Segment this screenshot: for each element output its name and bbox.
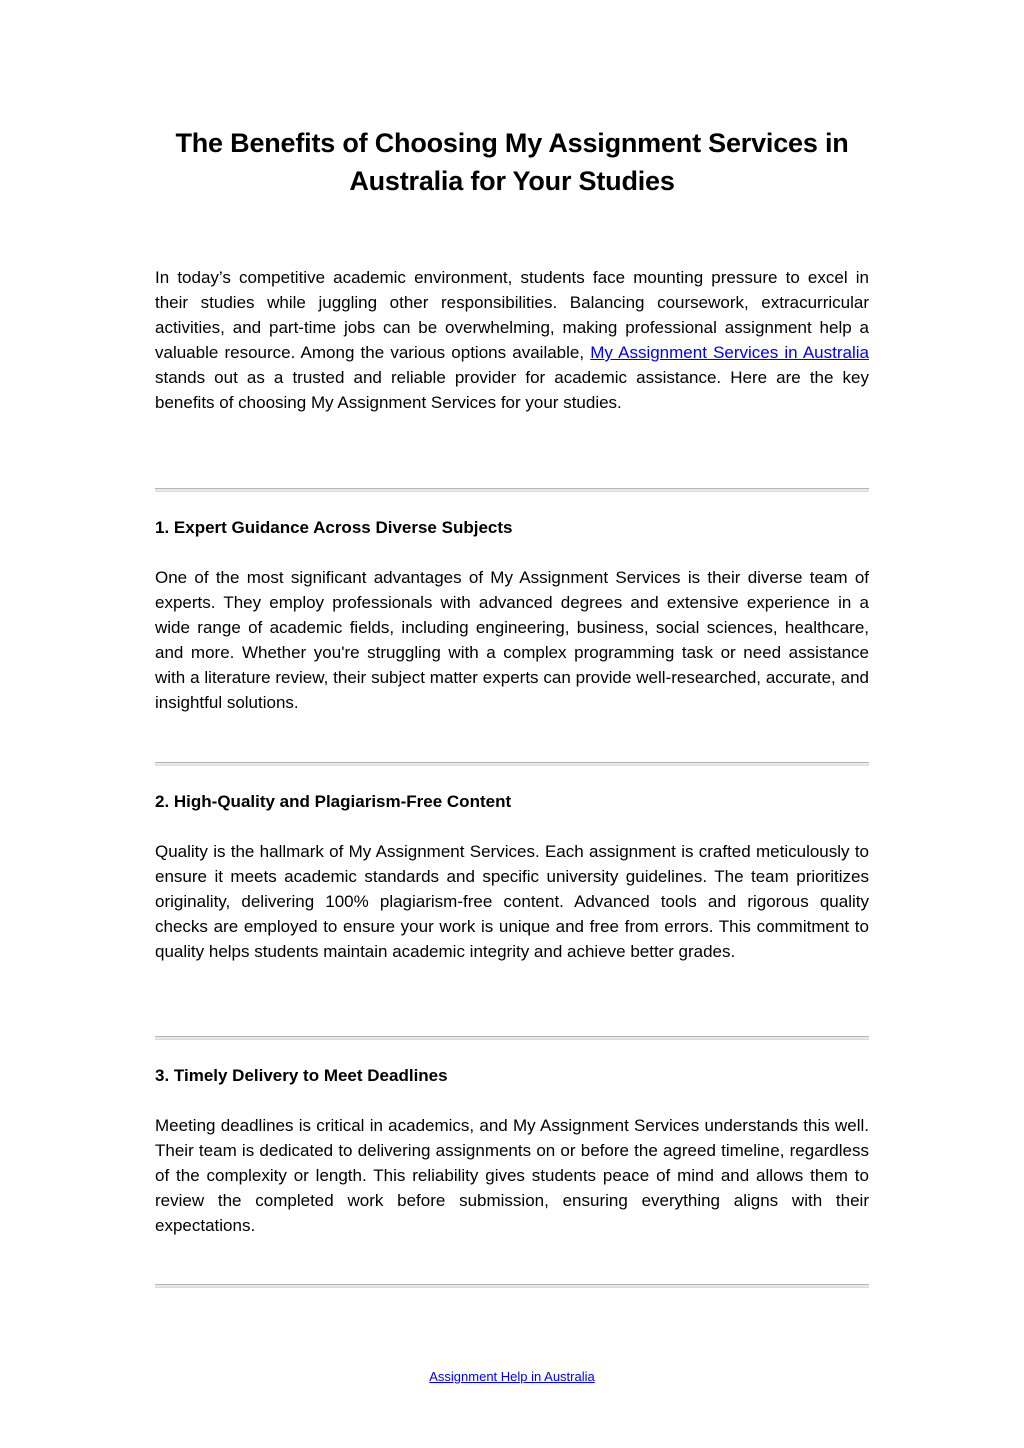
section-divider	[155, 488, 869, 492]
document-title: The Benefits of Choosing My Assignment Services in Australia for Your Studies	[175, 128, 849, 196]
section-divider	[155, 762, 869, 766]
section-body-quality-content: Quality is the hallmark of My Assignment Services. Each assignment is crafted meticulously to ensure it meets academic standards and specific university guidelines. The team prioritizes originality, delivering 100% plagiarism-free content. Advanced tools and rigorous quality checks are employed to ensure your work is unique and free from errors. This commitment to quality helps students maintain academic integrity and achieve better grades.	[155, 842, 869, 961]
intro-text-before-link: In today’s competitive academic environment, students face mounting pressure to excel in their studies while juggling other responsibilities. Balancing coursework, extracurricular activities, and part-time jobs can be overwhelming, making professional assignment help a valuable resource. Among the various options available,	[155, 268, 869, 362]
section-heading-timely-delivery: 3. Timely Delivery to Meet Deadlines	[155, 1066, 448, 1085]
intro-text-after-link: stands out as a trusted and reliable provider for academic assistance. Here are the key benefits of choosing My Assignment Services for your studies.	[155, 368, 869, 412]
section-divider	[155, 1036, 869, 1040]
footer	[0, 1368, 1024, 1386]
footer-assignment-help-link[interactable]: Assignment Help in Australia	[429, 1369, 595, 1384]
section-body-expert-guidance: One of the most significant advantages of My Assignment Services is their diverse team of experts. They employ professionals with advanced degrees and extensive experience in a wide range of academic fields, including engineering, business, social sciences, healthcare, and more. Whether you're struggling with a complex programming task or need assistance with a literature review, their subject matter experts can provide well-researched, accurate, and insightful solutions.	[155, 568, 869, 712]
section-heading-expert-guidance: 1. Expert Guidance Across Diverse Subjects	[155, 518, 513, 537]
my-assignment-services-link[interactable]: My Assignment Services in Australia	[590, 343, 869, 362]
section-divider	[155, 1284, 869, 1288]
section-body-timely-delivery: Meeting deadlines is critical in academics, and My Assignment Services understands this well. Their team is dedicated to delivering assignments on or before the agreed timeline, regardless of the complexity or length. This reliability gives students peace of mind and allows them to review the completed work before submission, ensuring everything aligns with their expectations.	[155, 1116, 869, 1235]
intro-paragraph	[155, 265, 869, 415]
section-heading-quality-content: 2. High-Quality and Plagiarism-Free Content	[155, 792, 512, 811]
